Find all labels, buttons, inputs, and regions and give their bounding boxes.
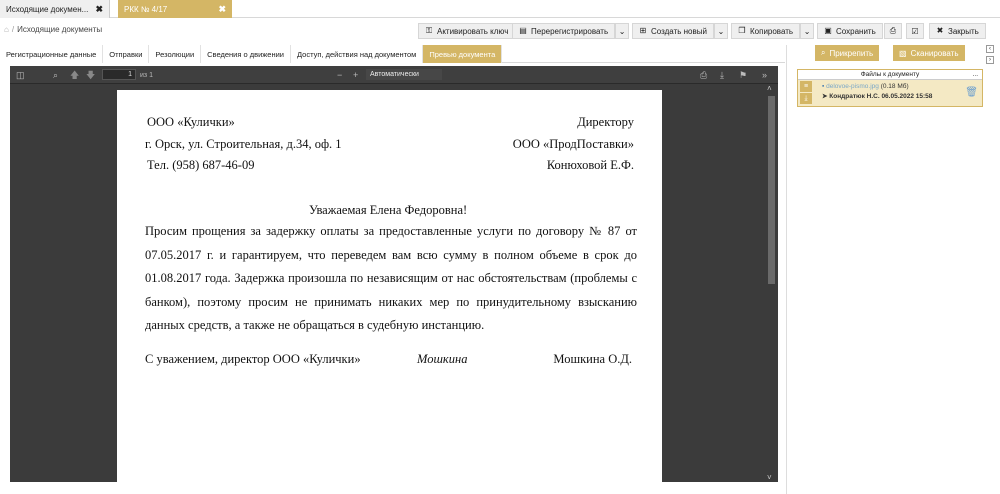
scroll-up-icon[interactable]: ˄ (767, 84, 772, 93)
file-size: (0.18 Мб) (880, 83, 909, 90)
signature-line: С уважением, директор ООО «Кулички» (145, 352, 361, 366)
chevron-down-icon: ⌄ (803, 26, 811, 36)
close-icon[interactable]: ✖ (218, 3, 226, 14)
breadcrumb (4, 25, 102, 34)
download-icon[interactable]: ⤓ (720, 70, 724, 80)
sender-phone: Тел. (958) 687-46-09 (147, 158, 255, 172)
reregister-dropdown[interactable] (615, 23, 629, 39)
zoom-in-icon[interactable]: + (353, 70, 359, 80)
tab-rkk[interactable] (118, 0, 232, 18)
save-button[interactable] (817, 23, 883, 39)
scrollbar-thumb[interactable] (768, 96, 775, 284)
attachments-panel (786, 45, 982, 494)
zoom-select[interactable]: Автоматически (366, 69, 442, 80)
tab-registration-data[interactable]: Регистрационные данные (0, 45, 103, 63)
key-icon: ⚿ (425, 26, 433, 35)
create-new-label: Создать новый (651, 26, 707, 36)
pdf-viewer (10, 66, 778, 482)
scan-label: Сканировать (910, 48, 959, 58)
recipient-title: Директору (577, 115, 634, 129)
document-icon: ▤ (519, 26, 527, 35)
search-icon[interactable]: ⌕ (53, 70, 59, 80)
signatory-name: Мошкина О.Д. (553, 352, 632, 366)
close-icon[interactable]: ✖ (95, 3, 103, 14)
chevron-right-icon[interactable]: › (986, 56, 994, 64)
tab-label: РКК № 4/17 (124, 4, 168, 14)
attach-label: Прикрепить (829, 48, 874, 58)
reregister-label: Перерегистрировать (531, 26, 609, 36)
next-page-icon[interactable]: 🡇 (86, 70, 96, 80)
document-subtabs (0, 45, 785, 63)
close-icon: ✖ (936, 26, 944, 35)
tab-label: Исходящие докумен... (6, 4, 89, 14)
handwritten-signature: Мошкина (417, 352, 468, 366)
print-icon[interactable]: ⎙ (700, 70, 708, 80)
activate-key-button[interactable] (418, 23, 515, 39)
files-table (797, 69, 983, 107)
print-button[interactable] (884, 23, 902, 39)
image-file-icon: ▪ (822, 83, 825, 90)
files-table-header (798, 70, 982, 80)
tab-document-preview[interactable]: Превью документа (423, 45, 502, 63)
toolbar (418, 23, 515, 39)
check-button[interactable] (906, 23, 924, 39)
copy-dropdown[interactable] (800, 23, 814, 39)
zoom-out-icon[interactable]: − (337, 70, 343, 80)
files-header-label: Файлы к документу (860, 71, 920, 78)
tab-dispatches[interactable]: Отправки (103, 45, 149, 63)
chevron-down-icon: ⌄ (618, 26, 626, 36)
breadcrumb-separator: / (11, 25, 15, 34)
create-new-dropdown[interactable] (714, 23, 728, 39)
recipient-name: Конюховой Е.Ф. (546, 158, 634, 172)
attach-button[interactable] (815, 45, 879, 61)
recipient-org: ООО «ПродПоставки» (512, 137, 634, 151)
page-number-input[interactable]: 1 (102, 69, 136, 80)
home-icon[interactable]: ⌂ (4, 25, 9, 34)
plus-square-icon: ⊞ (639, 26, 647, 35)
letter-body: Просим прощения за задержку оплаты за предоставленные услуги по договору № 87 от 07.05.2017 г. и гарантируем, что переведем вам всю сумму в полном объеме в срок до 01.08.2017 года. Задержка произошла по независящим от нас обстоятельствам (проблемы с банком), поэтому просим не принимать никаких мер по принудительному взысканию данных средств, а также не обращаться в судебную инстанцию. (145, 224, 637, 332)
bookmark-icon[interactable]: ⚑ (739, 70, 748, 80)
tab-movement-info[interactable]: Сведения о движении (201, 45, 291, 63)
file-link[interactable] (822, 83, 909, 90)
tab-outgoing-documents[interactable] (0, 0, 110, 18)
checkbox-icon: ☑ (911, 26, 919, 36)
sender-address: г. Орск, ул. Строительная, д.34, оф. 1 (145, 137, 342, 151)
sidebar-toggle-icon[interactable]: ◫ (16, 70, 25, 80)
scan-icon: ▧ (899, 48, 907, 58)
scan-button[interactable] (893, 45, 965, 61)
create-new-button[interactable] (632, 23, 714, 39)
print-icon: ⎙ (889, 26, 897, 35)
scroll-down-icon[interactable]: ˅ (767, 473, 772, 482)
copy-label: Копировать (750, 26, 794, 36)
file-name[interactable]: delovoe-pismo.jpg (826, 83, 879, 90)
copy-icon: ❐ (738, 26, 746, 35)
search-icon: ⌕ (821, 48, 826, 57)
reregister-button[interactable] (512, 23, 615, 39)
pdf-toolbar (10, 66, 778, 84)
close-button[interactable] (929, 23, 986, 39)
letter-greeting: Уважаемая Елена Федоровна! (309, 203, 468, 217)
file-row[interactable] (798, 80, 982, 106)
document-page (117, 90, 662, 482)
breadcrumb-label[interactable]: Исходящие документы (17, 25, 103, 34)
copy-button[interactable] (731, 23, 800, 39)
send-icon: ➤ (822, 93, 828, 100)
chevron-left-icon[interactable]: ‹ (986, 45, 994, 53)
file-author-date: Кондратюк Н.С. 06.05.2022 15:58 (829, 93, 933, 100)
save-label: Сохранить (836, 26, 876, 36)
trash-icon[interactable]: 🗑 (965, 87, 978, 98)
tab-access-actions[interactable]: Доступ, действия над документом (291, 45, 423, 63)
viewer-scrollbar[interactable] (766, 84, 778, 482)
close-label: Закрыть (948, 26, 979, 36)
tab-resolutions[interactable]: Резолюции (149, 45, 201, 63)
file-meta (822, 92, 932, 100)
document-tabbar (0, 0, 1000, 18)
menu-icon[interactable]: ≡ (800, 81, 812, 92)
download-icon[interactable]: ⤓ (800, 93, 812, 104)
save-icon: ▣ (824, 26, 832, 35)
page-count: из 1 (140, 72, 153, 79)
chevron-down-icon: ⌄ (717, 26, 725, 36)
activate-key-label: Активировать ключ (437, 26, 509, 36)
tools-menu-icon[interactable]: » (762, 70, 768, 80)
files-more-button[interactable]: ... (972, 71, 978, 78)
previous-page-icon[interactable]: 🡅 (70, 70, 80, 80)
sender-org: ООО «Кулички» (147, 115, 235, 129)
